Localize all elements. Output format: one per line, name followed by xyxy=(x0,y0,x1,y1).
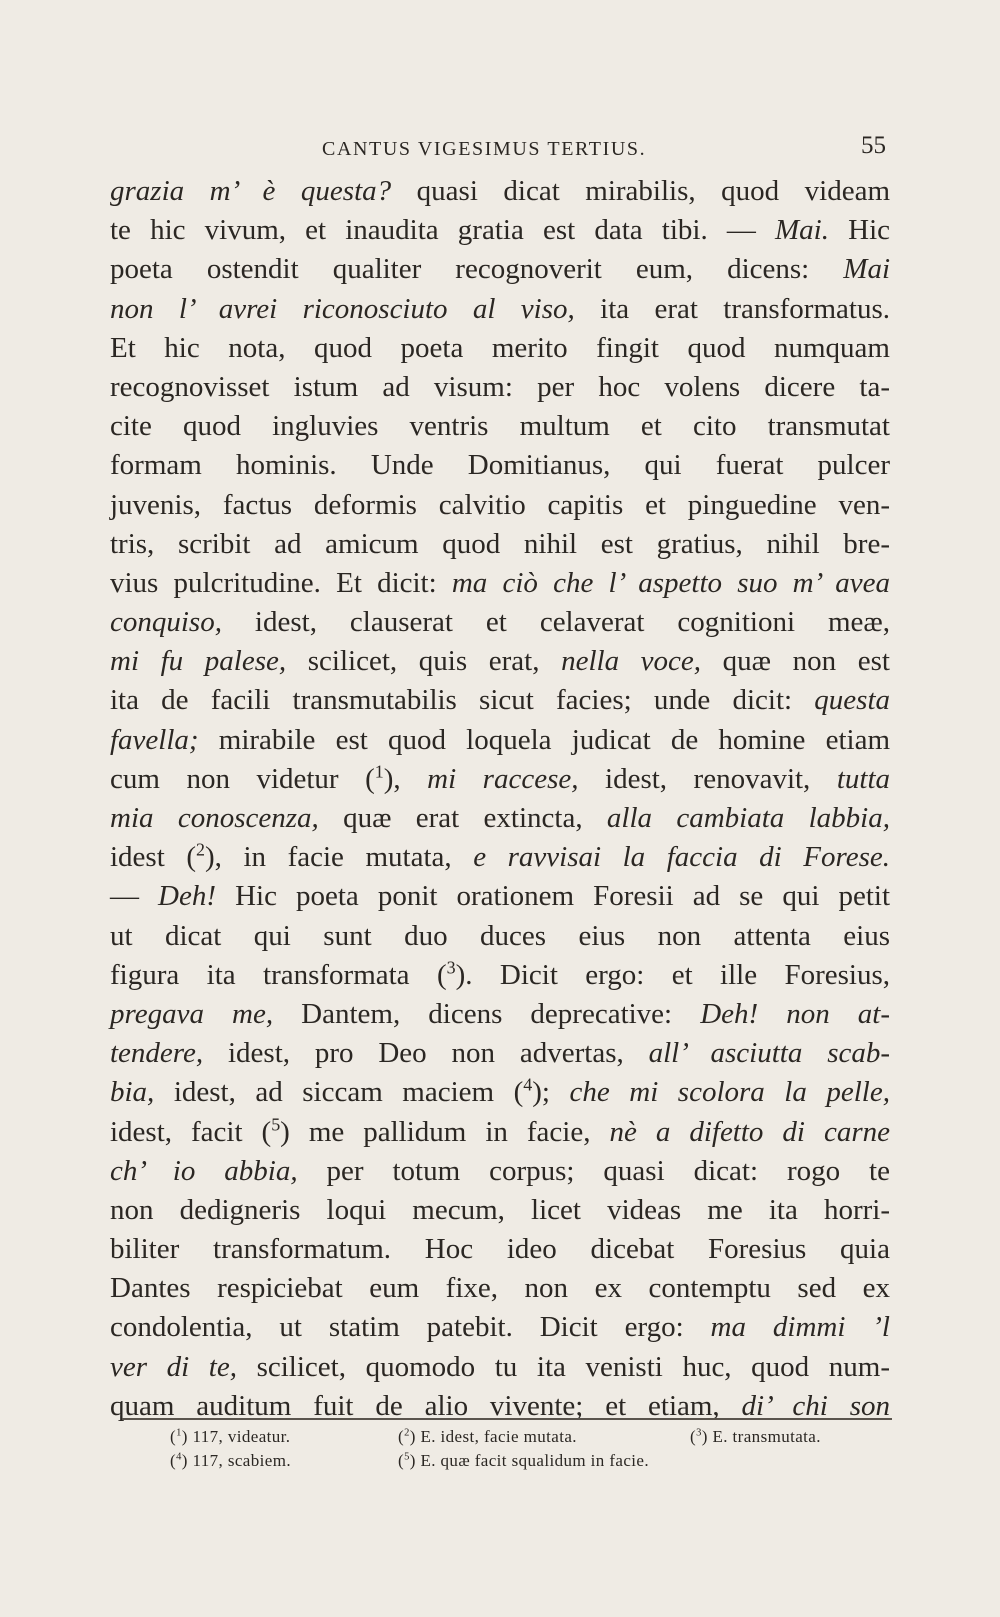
text-line xyxy=(110,486,890,525)
italic-segment: all’ asciutta scab- xyxy=(648,1037,891,1070)
footnote-text: E. idest, facie mutata. xyxy=(420,1427,577,1446)
text-line xyxy=(110,564,890,603)
text-line xyxy=(110,407,890,446)
text-segment: cum non videtur ( xyxy=(110,762,375,795)
text-line xyxy=(110,1191,890,1230)
text-segment: ), xyxy=(383,762,428,795)
footnote: ($^4$) 117, scabiem. xyxy=(170,1451,291,1470)
text-line xyxy=(110,917,890,956)
text-line xyxy=(110,250,890,289)
text-line xyxy=(110,681,890,720)
text-line xyxy=(110,1348,890,1387)
footnote-text: E. transmutata. xyxy=(712,1427,821,1446)
footnote: ($^5$) E. quæ facit squalidum in facie. xyxy=(398,1451,649,1470)
italic-segment: tutta xyxy=(836,762,890,795)
text-segment: ), in facie mutata, xyxy=(204,841,474,874)
text-segment: idest ( xyxy=(110,841,196,874)
text-line xyxy=(110,368,890,407)
text-line xyxy=(110,838,890,877)
text-line xyxy=(110,721,890,760)
italic-segment: mi raccese, xyxy=(427,762,579,795)
text-segment: Et hic nota, quod poeta merito fingit quod numquam xyxy=(110,331,890,364)
text-segment: mirabile est quod loquela judicat de homine etiam xyxy=(198,723,890,756)
text-segment: Dantes respiciebat eum fixe, non ex contemptu sed ex xyxy=(110,1272,890,1305)
text-segment: Hic xyxy=(828,214,891,247)
running-head xyxy=(110,130,890,170)
footnotes xyxy=(170,1425,890,1473)
body-text xyxy=(110,172,890,1426)
text-segment: condolentia, ut statim patebit. Dicit ergo: xyxy=(110,1311,711,1344)
italic-segment: ma ciò che l’ aspetto suo m’ avea xyxy=(451,566,890,599)
italic-segment: Mai xyxy=(843,253,890,286)
text-segment: ut dicat qui sunt duo duces eius non attenta eius xyxy=(110,919,890,952)
footnote-row xyxy=(170,1449,890,1473)
italic-segment: di’ chi son xyxy=(741,1389,890,1422)
text-line xyxy=(110,1152,890,1191)
text-line xyxy=(110,290,890,329)
footnote: ($^3$) E. transmutata. xyxy=(690,1427,821,1446)
italic-segment: Deh! xyxy=(158,880,217,913)
italic-segment: alla cambiata labbia, xyxy=(606,802,890,834)
footnote-marker: 4 xyxy=(176,1451,182,1463)
text-line xyxy=(110,1073,890,1112)
text-segment: quæ non est xyxy=(701,645,890,678)
text-segment: formam hominis. Unde Domitianus, qui fuerat pulcer xyxy=(110,449,890,482)
text-segment: ita de facili transmutabilis sicut facies; unde dicit: xyxy=(110,684,815,717)
text-line xyxy=(110,799,890,838)
footnote-text: 117, videatur. xyxy=(192,1427,291,1446)
text-segment: idest, clauserat et celaverat cognitioni meæ, xyxy=(221,606,890,639)
text-line xyxy=(110,760,890,799)
footnote-marker: 3 xyxy=(696,1427,702,1439)
running-title: CANTUS VIGESIMUS TERTIUS. xyxy=(322,138,647,160)
text-segment: idest, pro Deo non advertas, xyxy=(203,1037,649,1070)
footnote: ($^1$) 117, videatur. xyxy=(170,1427,291,1446)
footnote-marker: 4 xyxy=(523,1074,533,1095)
italic-segment: non l’ avrei riconosciuto al viso, xyxy=(110,292,575,325)
text-segment: recognovisset istum ad visum: per hoc volens dicere ta- xyxy=(110,370,890,403)
text-segment: ). Dicit ergo: et ille Foresius, xyxy=(455,958,890,991)
text-segment: biliter transformatum. Hoc ideo dicebat Foresius quia xyxy=(110,1233,890,1266)
text-segment: — xyxy=(110,880,159,913)
page-number: 55 xyxy=(861,132,886,159)
text-segment: figura ita transformata ( xyxy=(110,958,447,991)
text-segment: quam auditum fuit de alio vivente; et etiam, xyxy=(110,1389,742,1422)
text-line xyxy=(110,642,890,681)
italic-segment: Deh! non at- xyxy=(700,997,891,1030)
text-segment: juvenis, factus deformis calvitio capitis et pinguedine ven- xyxy=(110,488,890,521)
italic-segment: e ravvisai la faccia di Forese. xyxy=(473,841,890,874)
text-segment: poeta ostendit qualiter recognoverit eum, dicens: xyxy=(110,253,844,286)
text-segment: ita erat transformatus. xyxy=(574,292,890,325)
italic-segment: nella voce, xyxy=(561,645,702,678)
text-line xyxy=(110,877,890,916)
italic-segment: grazia m’ è questa? xyxy=(110,175,392,207)
text-line xyxy=(110,211,890,250)
text-segment: Dantem, dicens deprecative: xyxy=(273,997,701,1030)
text-segment: idest, facit ( xyxy=(110,1115,272,1148)
footnote-marker: 3 xyxy=(446,957,456,978)
footnote: ($^2$) E. idest, facie mutata. xyxy=(398,1427,577,1446)
text-line xyxy=(110,956,890,995)
italic-segment: che mi scolora la pelle, xyxy=(569,1076,890,1109)
footnote-marker: 1 xyxy=(374,761,384,782)
text-segment: ) me pallidum in facie, xyxy=(280,1115,610,1148)
text-segment: idest, ad siccam maciem ( xyxy=(154,1076,524,1109)
text-line xyxy=(110,172,890,211)
footnote-marker: 5 xyxy=(271,1113,281,1134)
text-segment: tris, scribit ad amicum quod nihil est gratius, nihil bre- xyxy=(110,527,890,560)
italic-segment: Mai. xyxy=(775,214,829,247)
text-segment: per totum corpus; quasi dicat: rogo te xyxy=(297,1154,890,1187)
text-segment: non dedigneris loqui mecum, licet videas me ita horri- xyxy=(110,1193,890,1226)
text-line xyxy=(110,329,890,368)
text-line xyxy=(110,995,890,1034)
text-line xyxy=(110,1269,890,1308)
footnote-marker: 1 xyxy=(176,1427,182,1439)
text-segment: quasi dicat mirabilis, quod videam xyxy=(391,175,891,207)
italic-segment: conquiso, xyxy=(110,606,222,639)
text-line xyxy=(110,1308,890,1347)
footnote-marker: 2 xyxy=(196,839,205,860)
italic-segment: pregava me, xyxy=(110,997,274,1030)
italic-segment: bia, xyxy=(110,1076,155,1109)
footnote-row xyxy=(170,1425,890,1449)
text-segment: quæ erat extincta, xyxy=(318,802,607,834)
text-line xyxy=(110,1113,890,1152)
italic-segment: ch’ io abbia, xyxy=(110,1154,298,1187)
text-line xyxy=(110,446,890,485)
text-segment: Hic poeta ponit orationem Foresii ad se qui petit xyxy=(216,880,890,913)
text-segment: scilicet, quis erat, xyxy=(286,645,562,678)
text-line xyxy=(110,603,890,642)
text-segment: cite quod ingluvies ventris multum et cito transmutat xyxy=(110,410,890,443)
text-line xyxy=(110,1034,890,1073)
text-segment: ); xyxy=(532,1076,570,1109)
text-segment: scilicet, quomodo tu ita venisti huc, quod num- xyxy=(236,1350,890,1383)
footnote-marker: 2 xyxy=(404,1427,410,1439)
text-line xyxy=(110,525,890,564)
footnote-marker: 5 xyxy=(404,1451,410,1463)
italic-segment: favella; xyxy=(110,723,199,756)
text-segment: te hic vivum, et inaudita gratia est data tibi. — xyxy=(110,214,776,247)
italic-segment: questa xyxy=(814,684,890,717)
text-line xyxy=(110,1230,890,1269)
italic-segment: mi fu palese, xyxy=(110,645,287,678)
footnote-rule xyxy=(122,1418,892,1420)
italic-segment: nè a difetto di carne xyxy=(609,1115,890,1148)
text-segment: idest, renovavit, xyxy=(578,762,837,795)
footnote-text: E. quæ facit squalidum in facie. xyxy=(420,1451,649,1470)
text-line xyxy=(110,1387,890,1426)
italic-segment: ver di te, xyxy=(110,1350,237,1383)
text-segment: vius pulcritudine. Et dicit: xyxy=(110,566,452,599)
italic-segment: ma dimmi ’l xyxy=(710,1311,890,1344)
italic-segment: tendere, xyxy=(110,1037,204,1070)
footnote-text: 117, scabiem. xyxy=(192,1451,291,1470)
italic-segment: mia conoscenza, xyxy=(110,802,319,834)
